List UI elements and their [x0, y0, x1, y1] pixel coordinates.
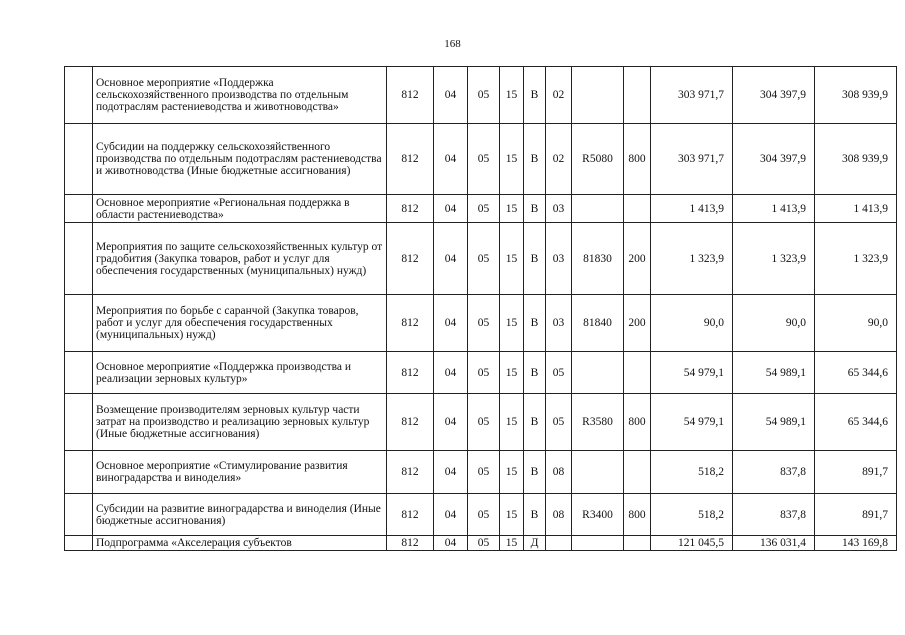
subsection-cell: 05 [468, 494, 500, 536]
subsection-cell: 05 [468, 536, 500, 551]
subprogram-cell: Д [524, 536, 546, 551]
measure-cell: 03 [546, 195, 572, 223]
section-cell: 04 [434, 195, 468, 223]
program-cell: 15 [500, 124, 524, 195]
grbs-cell: 812 [387, 451, 434, 494]
amount-year2: 1 323,9 [733, 223, 815, 295]
direction-cell: R5080 [572, 124, 624, 195]
measure-cell: 03 [546, 295, 572, 352]
direction-cell [572, 67, 624, 124]
amount-year2: 837,8 [733, 451, 815, 494]
page-number: 168 [444, 38, 461, 50]
amount-year3: 90,0 [815, 295, 897, 352]
amount-year1: 303 971,7 [651, 124, 733, 195]
row-name: Возмещение производителям зерновых культур части затрат на производство и реализацию зерновых культур (Иные бюджетные ассигнования) [93, 394, 387, 451]
row-index-cell [65, 494, 93, 536]
program-cell: 15 [500, 394, 524, 451]
amount-year1: 303 971,7 [651, 67, 733, 124]
table-row [65, 124, 897, 195]
subsection-cell: 05 [468, 451, 500, 494]
section-cell: 04 [434, 494, 468, 536]
program-cell: 15 [500, 494, 524, 536]
amount-year2: 54 989,1 [733, 394, 815, 451]
grbs-cell: 812 [387, 124, 434, 195]
table-row [65, 494, 897, 536]
direction-cell: 81840 [572, 295, 624, 352]
expense-type-cell: 800 [624, 494, 651, 536]
measure-cell: 08 [546, 451, 572, 494]
program-cell: 15 [500, 195, 524, 223]
measure-cell: 05 [546, 394, 572, 451]
amount-year2: 837,8 [733, 494, 815, 536]
subprogram-cell: В [524, 195, 546, 223]
grbs-cell: 812 [387, 67, 434, 124]
amount-year1: 54 979,1 [651, 352, 733, 394]
subprogram-cell: В [524, 124, 546, 195]
program-cell: 15 [500, 67, 524, 124]
amount-year3: 1 413,9 [815, 195, 897, 223]
amount-year1: 1 323,9 [651, 223, 733, 295]
table-row [65, 223, 897, 295]
row-name: Субсидии на поддержку сельскохозяйственного производства по отдельным подотраслям растениеводства и животноводства (Иные бюджетные ассигнования) [93, 124, 387, 195]
expense-type-cell [624, 195, 651, 223]
amount-year3: 65 344,6 [815, 394, 897, 451]
subsection-cell: 05 [468, 352, 500, 394]
measure-cell: 02 [546, 67, 572, 124]
amount-year2: 54 989,1 [733, 352, 815, 394]
expense-type-cell: 200 [624, 295, 651, 352]
measure-cell [546, 536, 572, 551]
measure-cell: 05 [546, 352, 572, 394]
expense-type-cell: 200 [624, 223, 651, 295]
row-index-cell [65, 124, 93, 195]
subprogram-cell: В [524, 451, 546, 494]
measure-cell: 02 [546, 124, 572, 195]
grbs-cell: 812 [387, 195, 434, 223]
subsection-cell: 05 [468, 295, 500, 352]
subprogram-cell: В [524, 295, 546, 352]
amount-year1: 54 979,1 [651, 394, 733, 451]
expense-type-cell [624, 536, 651, 551]
subsection-cell: 05 [468, 223, 500, 295]
grbs-cell: 812 [387, 394, 434, 451]
subprogram-cell: В [524, 394, 546, 451]
row-index-cell [65, 451, 93, 494]
expense-type-cell [624, 67, 651, 124]
table-row [65, 451, 897, 494]
row-index-cell [65, 394, 93, 451]
direction-cell [572, 195, 624, 223]
table-row [65, 295, 897, 352]
subprogram-cell: В [524, 352, 546, 394]
subprogram-cell: В [524, 494, 546, 536]
grbs-cell: 812 [387, 295, 434, 352]
direction-cell: R3580 [572, 394, 624, 451]
row-name: Мероприятия по защите сельскохозяйственных культур от градобития (Закупка товаров, работ и услуг для обеспечения государственных (муниципальных) нужд) [93, 223, 387, 295]
expense-type-cell [624, 352, 651, 394]
section-cell: 04 [434, 451, 468, 494]
program-cell: 15 [500, 536, 524, 551]
row-index-cell [65, 67, 93, 124]
direction-cell: R3400 [572, 494, 624, 536]
row-index-cell [65, 195, 93, 223]
subsection-cell: 05 [468, 394, 500, 451]
subsection-cell: 05 [468, 67, 500, 124]
row-index-cell [65, 223, 93, 295]
row-name: Основное мероприятие «Поддержка сельскохозяйственного производства по отдельным подотраслям растениеводства и животноводства» [93, 67, 387, 124]
row-name: Основное мероприятие «Поддержка производства и реализации зерновых культур» [93, 352, 387, 394]
amount-year3: 308 939,9 [815, 67, 897, 124]
amount-year1: 90,0 [651, 295, 733, 352]
amount-year3: 65 344,6 [815, 352, 897, 394]
table-row [65, 536, 897, 551]
amount-year3: 891,7 [815, 451, 897, 494]
amount-year2: 304 397,9 [733, 124, 815, 195]
amount-year1: 121 045,5 [651, 536, 733, 551]
row-name: Основное мероприятие «Региональная поддержка в области растениеводства» [93, 195, 387, 223]
direction-cell: 81830 [572, 223, 624, 295]
program-cell: 15 [500, 223, 524, 295]
grbs-cell: 812 [387, 536, 434, 551]
table-row [65, 67, 897, 124]
amount-year2: 90,0 [733, 295, 815, 352]
row-name: Подпрограмма «Акселерация субъектов [93, 536, 387, 551]
direction-cell [572, 536, 624, 551]
expense-type-cell [624, 451, 651, 494]
measure-cell: 08 [546, 494, 572, 536]
direction-cell [572, 352, 624, 394]
section-cell: 04 [434, 124, 468, 195]
amount-year2: 136 031,4 [733, 536, 815, 551]
measure-cell: 03 [546, 223, 572, 295]
subsection-cell: 05 [468, 124, 500, 195]
table-row [65, 352, 897, 394]
section-cell: 04 [434, 536, 468, 551]
row-index-cell [65, 295, 93, 352]
amount-year2: 1 413,9 [733, 195, 815, 223]
grbs-cell: 812 [387, 494, 434, 536]
row-index-cell [65, 352, 93, 394]
amount-year1: 518,2 [651, 451, 733, 494]
expense-type-cell: 800 [624, 124, 651, 195]
row-name: Основное мероприятие «Стимулирование развития виноградарства и виноделия» [93, 451, 387, 494]
subprogram-cell: В [524, 67, 546, 124]
amount-year2: 304 397,9 [733, 67, 815, 124]
row-name: Субсидии на развитие виноградарства и виноделия (Иные бюджетные ассигнования) [93, 494, 387, 536]
program-cell: 15 [500, 295, 524, 352]
section-cell: 04 [434, 394, 468, 451]
table-row [65, 394, 897, 451]
subprogram-cell: В [524, 223, 546, 295]
program-cell: 15 [500, 451, 524, 494]
budget-table [64, 66, 897, 551]
section-cell: 04 [434, 67, 468, 124]
amount-year1: 518,2 [651, 494, 733, 536]
row-index-cell [65, 536, 93, 551]
program-cell: 15 [500, 352, 524, 394]
amount-year3: 1 323,9 [815, 223, 897, 295]
grbs-cell: 812 [387, 352, 434, 394]
section-cell: 04 [434, 295, 468, 352]
section-cell: 04 [434, 223, 468, 295]
expense-type-cell: 800 [624, 394, 651, 451]
amount-year1: 1 413,9 [651, 195, 733, 223]
row-name: Мероприятия по борьбе с саранчой (Закупка товаров, работ и услуг для обеспечения государственных (муниципальных) нужд) [93, 295, 387, 352]
amount-year3: 891,7 [815, 494, 897, 536]
table-row [65, 195, 897, 223]
amount-year3: 308 939,9 [815, 124, 897, 195]
grbs-cell: 812 [387, 223, 434, 295]
direction-cell [572, 451, 624, 494]
section-cell: 04 [434, 352, 468, 394]
subsection-cell: 05 [468, 195, 500, 223]
amount-year3: 143 169,8 [815, 536, 897, 551]
